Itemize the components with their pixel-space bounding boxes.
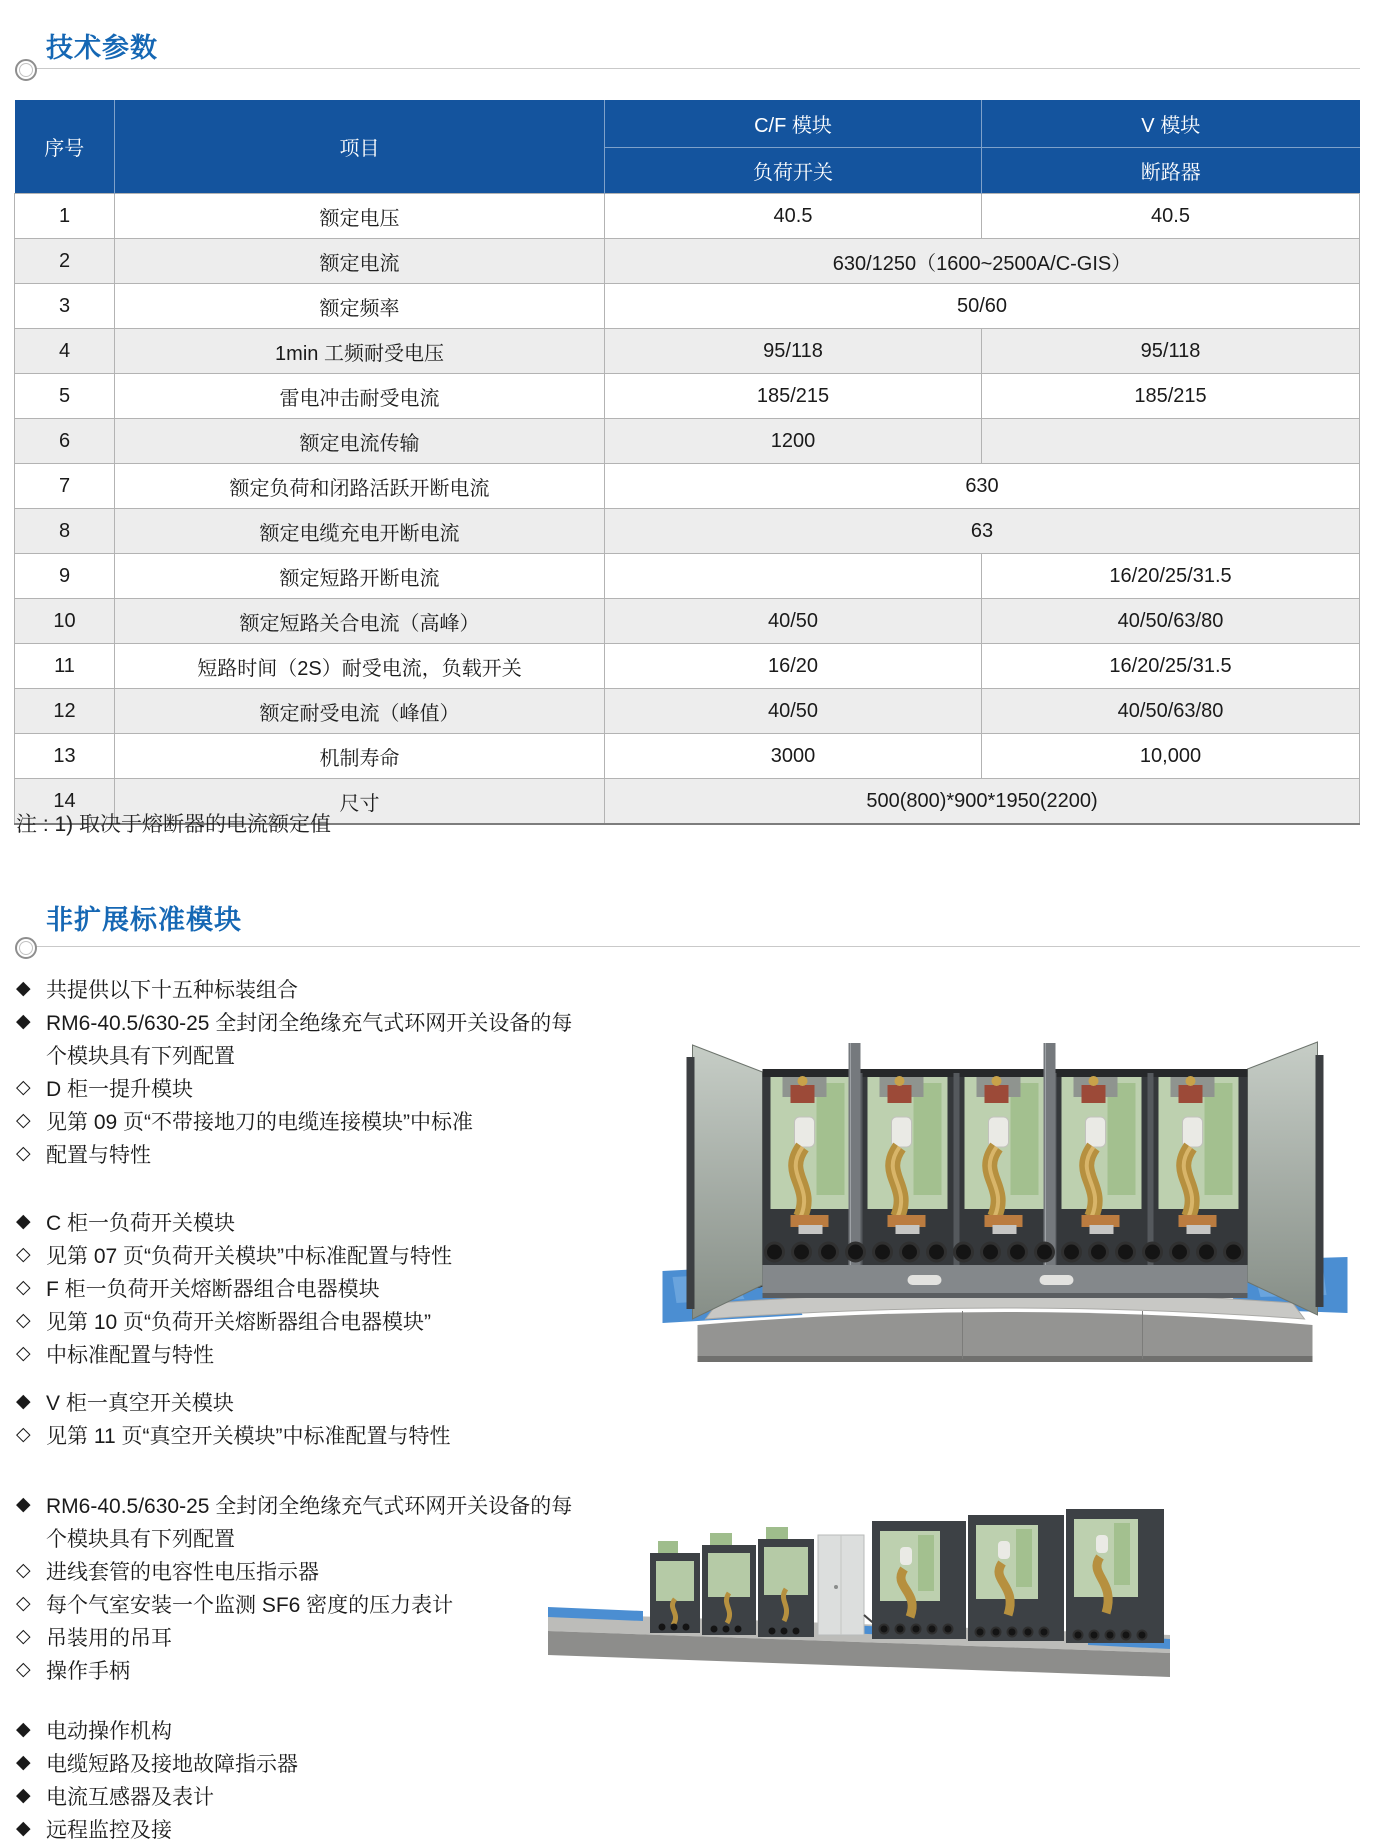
filled-diamond-bullet-icon: ◆ — [16, 1494, 31, 1515]
spec-row — [15, 464, 1360, 509]
cell-no: 6 — [15, 419, 115, 464]
bullet-text: 电缆短路及接地故障指示器 — [46, 1752, 298, 1776]
bullet-line — [16, 1554, 564, 1587]
cell-value-span: 500(800)*900*1950(2200) — [605, 779, 1360, 825]
bullet-line — [16, 1238, 564, 1271]
col-subheader-breaker: 断路器 — [982, 148, 1360, 194]
cell-value-cf: 40/50 — [605, 599, 982, 644]
bullet-line — [16, 1205, 564, 1238]
hollow-diamond-bullet-icon: ◇ — [16, 1560, 31, 1581]
hollow-diamond-bullet-icon: ◇ — [16, 1143, 31, 1164]
bullet-line — [16, 972, 564, 1005]
col-header-cf-module: C/F 模块 — [605, 100, 982, 148]
hollow-diamond-bullet-icon: ◇ — [16, 1277, 31, 1298]
bullet-line — [16, 1071, 564, 1104]
section-marker-icon — [15, 59, 37, 81]
filled-diamond-bullet-icon: ◆ — [16, 1211, 31, 1232]
filled-diamond-bullet-icon: ◆ — [16, 978, 31, 999]
switchgear-platform-illustration — [548, 1495, 1170, 1685]
bullet-line — [16, 1746, 564, 1779]
section-divider-line — [33, 946, 1360, 947]
bullet-line — [16, 1005, 573, 1038]
bullet-line — [16, 1304, 564, 1337]
filled-diamond-bullet-icon: ◆ — [16, 1818, 31, 1839]
bullet-text: 见第 09 页“不带接地刀的电缆连接模块”中标准 — [46, 1110, 474, 1134]
spec-row — [15, 554, 1360, 599]
spec-table-header — [15, 100, 1360, 194]
cell-value-v: 40.5 — [982, 194, 1360, 239]
cell-item: 额定负荷和闭路活跃开断电流 — [115, 464, 605, 509]
hollow-diamond-bullet-icon: ◇ — [16, 1626, 31, 1647]
bullet-text: 个模块具有下列配置 — [46, 1044, 235, 1068]
cell-item: 雷电冲击耐受电流 — [115, 374, 605, 419]
cell-value-cf: 16/20 — [605, 644, 982, 689]
cell-value-v: 10,000 — [982, 734, 1360, 779]
cell-no: 9 — [15, 554, 115, 599]
cell-item: 1min 工频耐受电压 — [115, 329, 605, 374]
bullet-text: D 柜一提升模块 — [46, 1077, 193, 1101]
bullet-text: 个模块具有下列配置 — [46, 1527, 235, 1551]
bullet-line — [16, 1812, 564, 1845]
spec-row — [15, 329, 1360, 374]
bullet-text: 见第 07 页“负荷开关模块”中标准配置与特性 — [46, 1244, 453, 1268]
cell-value-cf: 3000 — [605, 734, 982, 779]
cell-value-span: 630/1250（1600~2500A/C-GIS） — [605, 239, 1360, 284]
cell-no: 13 — [15, 734, 115, 779]
bullet-text: 操作手柄 — [46, 1659, 130, 1683]
bullet-line — [16, 1418, 564, 1451]
bullet-line — [16, 1137, 564, 1170]
cell-item: 额定短路关合电流（高峰） — [115, 599, 605, 644]
cell-value-span: 630 — [605, 464, 1360, 509]
cell-no: 5 — [15, 374, 115, 419]
section-marker-icon — [15, 937, 37, 959]
spec-row — [15, 284, 1360, 329]
bullet-text: 配置与特性 — [46, 1143, 151, 1167]
cell-no: 3 — [15, 284, 115, 329]
switchgear-platform-photo — [548, 1495, 1170, 1685]
cell-no: 12 — [15, 689, 115, 734]
bullet-text: RM6-40.5/630-25 全封闭全绝缘充气式环网开关设备的每 — [46, 1011, 573, 1035]
bullet-line — [16, 1620, 564, 1653]
bullet-group — [16, 1713, 564, 1845]
cell-value-cf — [605, 554, 982, 599]
cell-value-cf: 185/215 — [605, 374, 982, 419]
cell-item: 额定电缆充电开断电流 — [115, 509, 605, 554]
filled-diamond-bullet-icon: ◆ — [16, 1752, 31, 1773]
cell-no: 8 — [15, 509, 115, 554]
cell-value-cf: 40/50 — [605, 689, 982, 734]
spec-row — [15, 644, 1360, 689]
bullet-line — [16, 1521, 564, 1554]
spec-row — [15, 734, 1360, 779]
col-subheader-load-switch: 负荷开关 — [605, 148, 982, 194]
bullet-text: 进线套管的电容性电压指示器 — [46, 1560, 319, 1584]
bullet-text: 每个气室安装一个监测 SF6 密度的压力表计 — [46, 1593, 454, 1617]
bullet-text: C 柜一负荷开关模块 — [46, 1211, 235, 1235]
bullet-line — [16, 1385, 564, 1418]
bullet-line — [16, 1271, 564, 1304]
cell-value-v: 16/20/25/31.5 — [982, 644, 1360, 689]
bullet-line — [16, 1038, 564, 1071]
table-note: 注 : 1) 取决于熔断器的电流额定值 — [16, 813, 332, 836]
spec-row — [15, 419, 1360, 464]
cell-value-v: 16/20/25/31.5 — [982, 554, 1360, 599]
cell-value-v: 185/215 — [982, 374, 1360, 419]
spec-table-body — [15, 194, 1360, 825]
cell-item: 额定短路开断电流 — [115, 554, 605, 599]
bullet-line — [16, 1587, 564, 1620]
cell-no: 11 — [15, 644, 115, 689]
bullet-line — [16, 1713, 564, 1746]
cell-item: 额定电流 — [115, 239, 605, 284]
cell-value-cf: 95/118 — [605, 329, 982, 374]
cell-item: 短路时间（2S）耐受电流，负载开关 — [115, 644, 605, 689]
bullet-text: 中标准配置与特性 — [46, 1343, 214, 1367]
cell-value-span: 63 — [605, 509, 1360, 554]
switchgear-front-illustration — [660, 1027, 1350, 1363]
spec-table — [14, 100, 1360, 825]
cell-item: 尺寸 — [115, 779, 605, 825]
bullet-text: 见第 11 页“真空开关模块”中标准配置与特性 — [46, 1424, 451, 1448]
hollow-diamond-bullet-icon: ◇ — [16, 1244, 31, 1265]
cell-value-cf: 40.5 — [605, 194, 982, 239]
hollow-diamond-bullet-icon: ◇ — [16, 1077, 31, 1098]
hollow-diamond-bullet-icon: ◇ — [16, 1424, 31, 1445]
bullet-text: F 柜一负荷开关熔断器组合电器模块 — [46, 1277, 380, 1301]
cell-item: 额定电流传输 — [115, 419, 605, 464]
filled-diamond-bullet-icon: ◆ — [16, 1785, 31, 1806]
col-header-v-module: V 模块 — [982, 100, 1360, 148]
bullet-group — [16, 972, 573, 1170]
cell-value-span: 50/60 — [605, 284, 1360, 329]
bullet-text: 电动操作机构 — [46, 1719, 172, 1743]
col-header-item: 项目 — [115, 100, 605, 194]
bullet-text: V 柜一真空开关模块 — [46, 1391, 234, 1415]
section1-title: 技术参数 — [46, 33, 158, 63]
bullet-line — [16, 1653, 564, 1686]
cell-item: 机制寿命 — [115, 734, 605, 779]
spec-row — [15, 194, 1360, 239]
bullet-text: 远程监控及接 — [46, 1818, 172, 1842]
bullet-group — [16, 1205, 564, 1370]
cell-value-v: 95/118 — [982, 329, 1360, 374]
cell-no: 10 — [15, 599, 115, 644]
col-header-no: 序号 — [15, 100, 115, 194]
bullet-line — [16, 1488, 573, 1521]
bullet-group — [16, 1385, 564, 1451]
bullet-text: 见第 10 页“负荷开关熔断器组合电器模块” — [46, 1310, 432, 1334]
hollow-diamond-bullet-icon: ◇ — [16, 1659, 31, 1680]
cell-no: 4 — [15, 329, 115, 374]
spec-row — [15, 239, 1360, 284]
cell-value-v: 40/50/63/80 — [982, 599, 1360, 644]
bullet-text: 电流互感器及表计 — [46, 1785, 214, 1809]
filled-diamond-bullet-icon: ◆ — [16, 1011, 31, 1032]
bullet-text: RM6-40.5/630-25 全封闭全绝缘充气式环网开关设备的每 — [46, 1494, 573, 1518]
bullet-line — [16, 1779, 564, 1812]
cell-item: 额定电压 — [115, 194, 605, 239]
hollow-diamond-bullet-icon: ◇ — [16, 1343, 31, 1364]
cell-no: 14 — [15, 779, 115, 825]
bullet-text: 吊装用的吊耳 — [46, 1626, 172, 1650]
cell-value-v: 40/50/63/80 — [982, 689, 1360, 734]
spec-row — [15, 374, 1360, 419]
hollow-diamond-bullet-icon: ◇ — [16, 1310, 31, 1331]
section-divider-line — [33, 68, 1360, 69]
switchgear-front-photo — [660, 1027, 1350, 1363]
bullet-group — [16, 1488, 573, 1686]
cell-value-cf: 1200 — [605, 419, 982, 464]
filled-diamond-bullet-icon: ◆ — [16, 1391, 31, 1412]
cell-no: 7 — [15, 464, 115, 509]
section2-title: 非扩展标准模块 — [46, 905, 242, 935]
bullet-text: 共提供以下十五种标装组合 — [46, 978, 298, 1002]
filled-diamond-bullet-icon: ◆ — [16, 1719, 31, 1740]
hollow-diamond-bullet-icon: ◇ — [16, 1593, 31, 1614]
bullet-line — [16, 1337, 564, 1370]
spec-row — [15, 599, 1360, 644]
cell-item: 额定耐受电流（峰值） — [115, 689, 605, 734]
cell-item: 额定频率 — [115, 284, 605, 329]
spec-row — [15, 509, 1360, 554]
bullet-line — [16, 1104, 564, 1137]
cell-no: 1 — [15, 194, 115, 239]
cell-value-v — [982, 419, 1360, 464]
spec-row — [15, 689, 1360, 734]
cell-no: 2 — [15, 239, 115, 284]
hollow-diamond-bullet-icon: ◇ — [16, 1110, 31, 1131]
